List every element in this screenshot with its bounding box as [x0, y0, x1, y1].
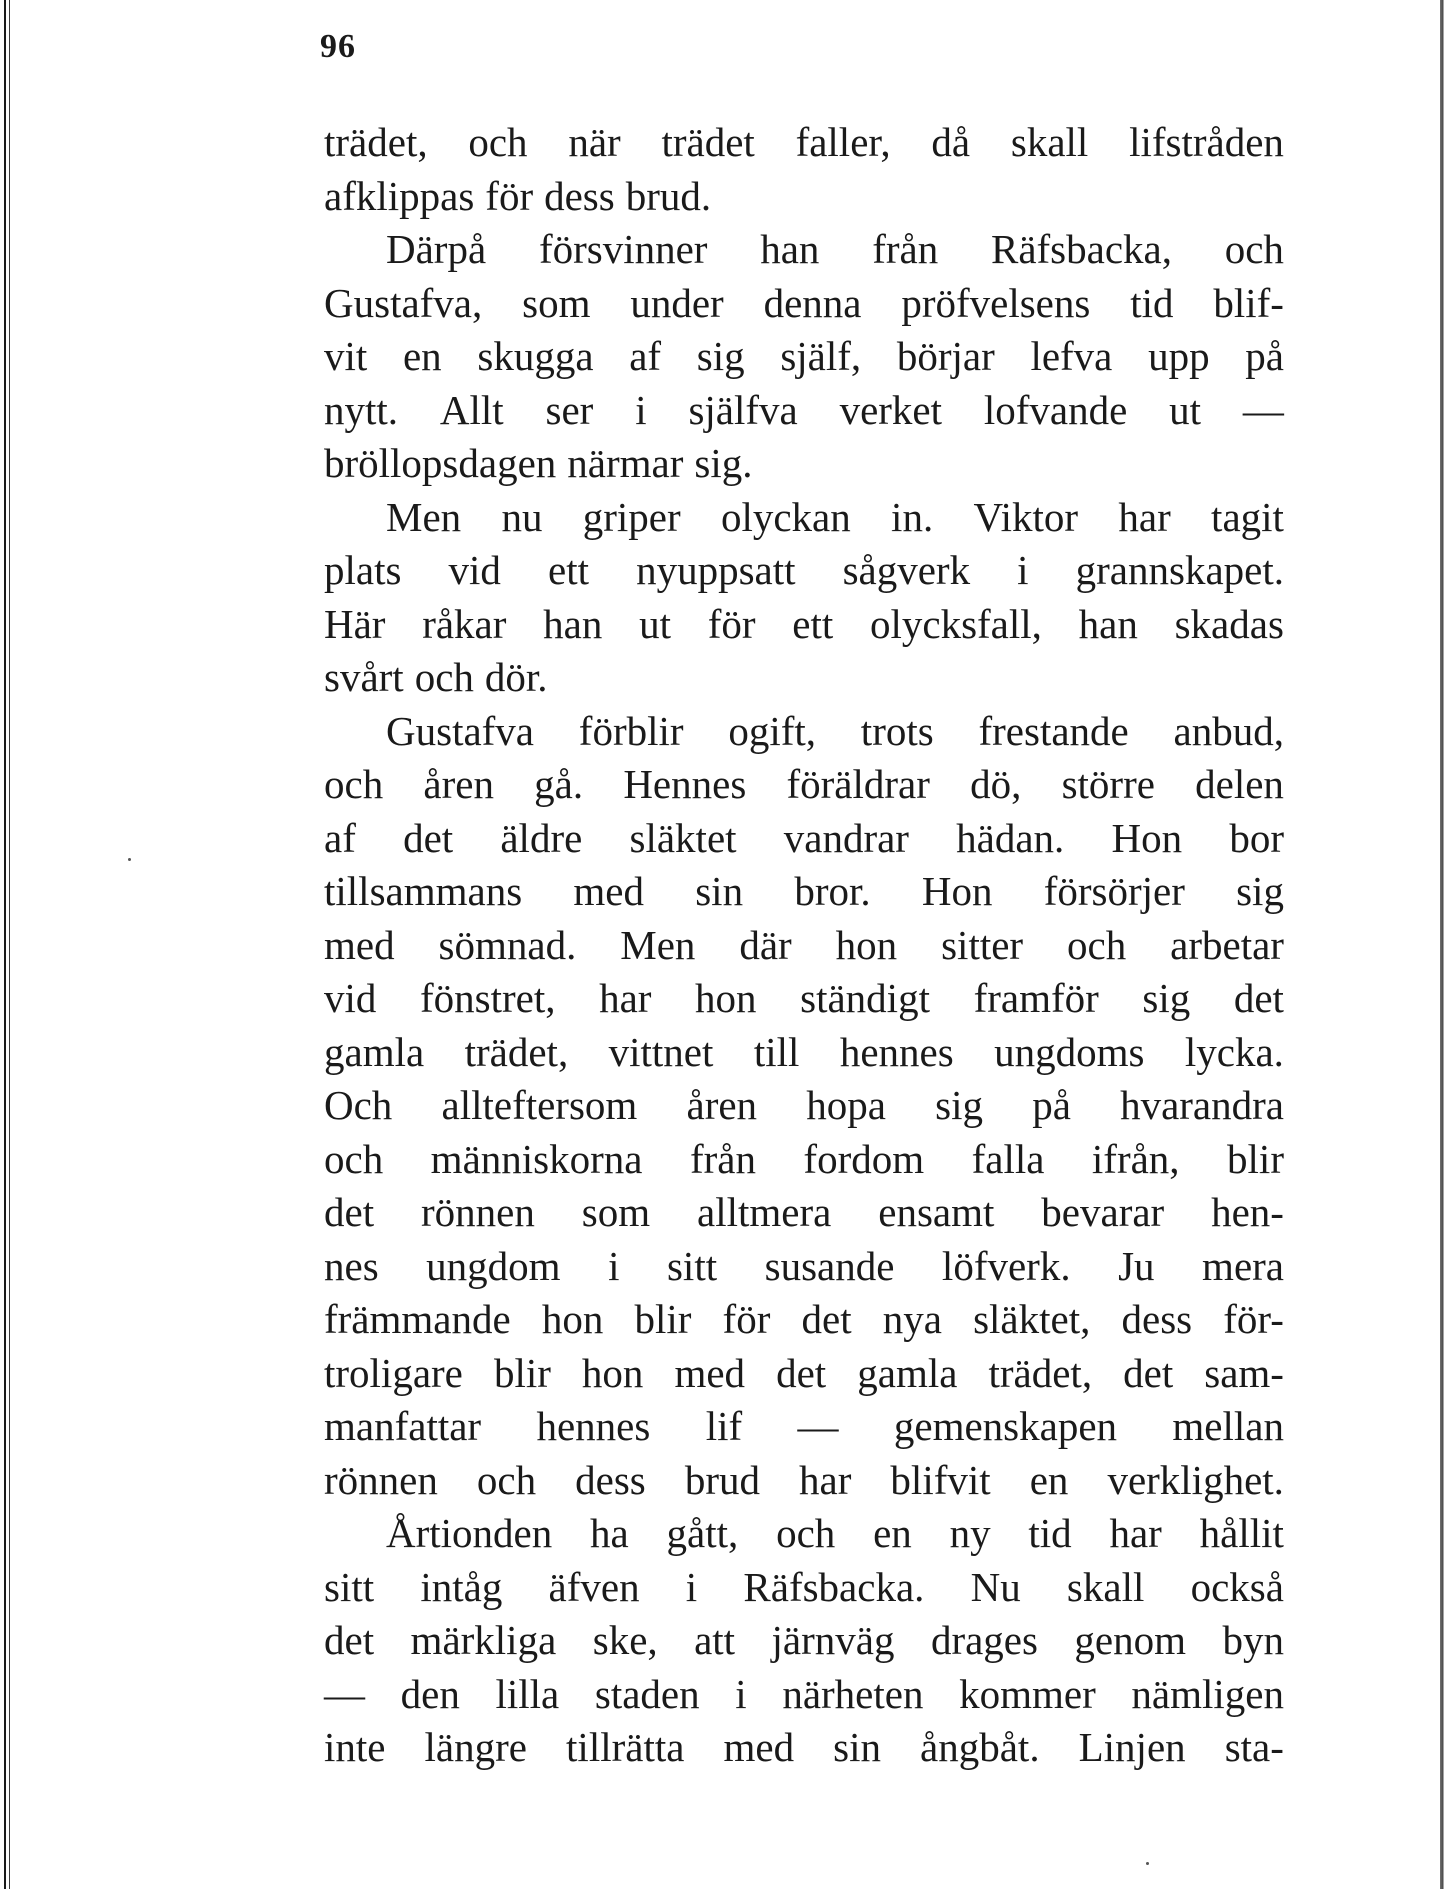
- word: på: [1032, 1082, 1071, 1128]
- word: börjar: [896, 333, 995, 379]
- word: lif: [705, 1403, 743, 1449]
- word: bor: [1229, 814, 1284, 861]
- text-line: [324, 1668, 1284, 1722]
- word: af: [324, 814, 356, 861]
- word: ångbåt.: [920, 1724, 1040, 1770]
- word: svårt: [324, 654, 404, 700]
- text-line: [324, 972, 1284, 1026]
- word: ungdom: [426, 1242, 561, 1289]
- word: ifrån,: [1091, 1135, 1180, 1182]
- word: för-: [1223, 1296, 1284, 1342]
- word: gemenskapen: [893, 1403, 1118, 1449]
- word: människorna: [430, 1135, 643, 1182]
- word: större: [1061, 761, 1155, 807]
- word: tid: [1130, 279, 1174, 326]
- word: ensamt: [878, 1189, 995, 1235]
- text-line: [324, 1133, 1284, 1187]
- word: vit: [324, 333, 368, 379]
- word: Viktor: [973, 493, 1079, 540]
- word: gamla: [857, 1349, 958, 1396]
- word: Räfsbacka.: [743, 1563, 925, 1610]
- word: falla: [971, 1135, 1045, 1182]
- page-number: 96: [320, 28, 356, 65]
- word: tagit: [1211, 493, 1284, 540]
- word: lycka.: [1184, 1028, 1284, 1075]
- word: olycksfall,: [869, 600, 1042, 647]
- text-line: [324, 1240, 1284, 1294]
- word: sig: [696, 333, 745, 379]
- word: rönnen: [324, 1456, 438, 1503]
- word: hen-: [1211, 1189, 1284, 1235]
- word: af: [629, 333, 662, 379]
- word: närheten: [782, 1670, 924, 1717]
- word: i: [685, 1563, 698, 1610]
- scan-right-edge: [1426, 0, 1456, 1889]
- word: det: [324, 1189, 375, 1235]
- word: lefva: [1030, 333, 1113, 379]
- word: också: [1190, 1563, 1284, 1610]
- word: gå.: [534, 761, 584, 807]
- word: drages: [930, 1617, 1038, 1663]
- word: intåg: [420, 1563, 503, 1610]
- word: sitt: [666, 1242, 718, 1289]
- word: skadas: [1174, 600, 1284, 647]
- word: Räfsbacka,: [990, 226, 1172, 272]
- word: sågverk: [842, 547, 971, 593]
- word: Årtionden: [386, 1510, 553, 1556]
- word: sömnad.: [438, 921, 577, 968]
- word: släktet: [629, 814, 737, 861]
- word: Men: [386, 493, 462, 540]
- word: Hon: [1111, 814, 1183, 861]
- word: skall: [1066, 1563, 1145, 1610]
- word: hvarandra: [1120, 1082, 1284, 1128]
- word: delen: [1195, 761, 1284, 807]
- word: nu: [501, 493, 543, 540]
- word: sin: [695, 868, 744, 914]
- word: nämligen: [1131, 1670, 1284, 1717]
- text-line: [324, 277, 1284, 331]
- word: har: [1109, 1510, 1162, 1556]
- word: och: [776, 1510, 836, 1556]
- word: —: [1242, 386, 1284, 433]
- word: Och: [324, 1082, 393, 1128]
- text-line: [324, 170, 1284, 224]
- word: i: [1017, 547, 1029, 593]
- word: Men: [620, 921, 696, 968]
- text-line: [324, 865, 1284, 919]
- word: en: [1029, 1456, 1069, 1503]
- word: bevarar: [1041, 1189, 1165, 1235]
- word: skugga: [477, 333, 594, 379]
- word: främmande: [324, 1296, 511, 1342]
- word: Hennes: [623, 761, 747, 807]
- word: blifvit: [890, 1456, 991, 1503]
- word: mera: [1202, 1242, 1284, 1289]
- word: Nu: [970, 1563, 1021, 1610]
- word: trots: [860, 707, 934, 754]
- word: Linjen: [1078, 1724, 1186, 1770]
- word: vid: [448, 547, 501, 593]
- text-line: [324, 544, 1284, 598]
- word: där: [739, 921, 792, 968]
- text-line: [324, 1079, 1284, 1133]
- text-line: [324, 1561, 1284, 1615]
- word: sig.: [694, 440, 753, 486]
- word: själfva: [688, 386, 798, 433]
- word: plats: [324, 547, 402, 593]
- word: hon: [541, 1296, 604, 1342]
- word: denna: [763, 279, 862, 326]
- word: alltmera: [697, 1189, 832, 1235]
- text-line: [324, 1026, 1284, 1080]
- word: en: [873, 1510, 912, 1556]
- word: —: [324, 1670, 365, 1717]
- word: sig: [1236, 868, 1284, 914]
- word: blir: [1227, 1135, 1284, 1182]
- text-line: [324, 598, 1284, 652]
- word: han: [760, 226, 820, 272]
- word: hon: [835, 921, 898, 968]
- word: under: [630, 279, 724, 326]
- word: nyuppsatt: [636, 547, 796, 593]
- word: Allt: [439, 386, 504, 433]
- word: dör.: [484, 654, 548, 700]
- word: anbud,: [1173, 707, 1284, 754]
- word: från: [689, 1135, 756, 1182]
- word: försörjer: [1043, 868, 1185, 914]
- scan-speck: [128, 858, 131, 861]
- word: —: [797, 1403, 839, 1449]
- word: till: [753, 1028, 800, 1075]
- word: som: [581, 1189, 651, 1235]
- word: griper: [582, 493, 681, 540]
- word: lofvande: [983, 386, 1128, 433]
- word: den: [400, 1670, 460, 1717]
- word: sig: [1142, 975, 1191, 1021]
- word: inte: [324, 1724, 386, 1770]
- word: ut: [1169, 386, 1202, 433]
- word: vid: [324, 975, 377, 1021]
- word: byn: [1222, 1617, 1284, 1663]
- word: upp: [1148, 333, 1210, 379]
- word: som: [522, 279, 591, 326]
- word: märkliga: [410, 1617, 557, 1663]
- word: staden: [594, 1670, 700, 1717]
- word: nes: [324, 1242, 379, 1289]
- word: mellan: [1172, 1403, 1284, 1449]
- word: trädet,: [464, 1028, 569, 1075]
- word: skall: [1010, 119, 1089, 165]
- word: troligare: [324, 1349, 463, 1396]
- word: sig: [935, 1082, 983, 1128]
- word: hädan.: [956, 814, 1065, 861]
- text-line: [324, 1721, 1284, 1775]
- word: det: [1233, 975, 1284, 1021]
- word: närmar: [567, 440, 684, 486]
- word: blir: [634, 1296, 692, 1342]
- word: hon: [695, 975, 757, 1021]
- word: att: [694, 1617, 736, 1663]
- word: blir: [493, 1349, 551, 1396]
- scan-left-edge: [0, 0, 14, 1889]
- text-line: [324, 116, 1284, 170]
- word: sin: [833, 1724, 881, 1770]
- word: trädet: [661, 119, 755, 165]
- word: nytt.: [324, 386, 399, 433]
- word: ny: [949, 1510, 991, 1556]
- text-line: [324, 437, 1284, 491]
- word: in.: [891, 493, 934, 540]
- word: verket: [839, 386, 943, 433]
- word: råkar: [422, 600, 507, 647]
- word: det: [776, 1349, 827, 1396]
- word: åren: [686, 1082, 758, 1128]
- word: bröllopsdagen: [324, 440, 557, 486]
- word: för: [722, 1296, 771, 1342]
- word: genom: [1074, 1617, 1186, 1663]
- word: tid: [1028, 1510, 1072, 1556]
- word: susande: [764, 1242, 895, 1289]
- word: i: [735, 1670, 747, 1717]
- word: med: [674, 1349, 746, 1396]
- word: sitter: [941, 921, 1024, 968]
- word: kommer: [959, 1670, 1096, 1717]
- word: för: [485, 172, 534, 219]
- word: allteftersom: [441, 1082, 638, 1128]
- word: nya: [882, 1296, 942, 1342]
- text-line: [324, 1186, 1284, 1240]
- word: gamla: [324, 1028, 425, 1075]
- text-line: [324, 1614, 1284, 1668]
- word: tillsammans: [324, 868, 523, 914]
- word: ser: [545, 386, 594, 433]
- word: dess: [575, 1456, 646, 1503]
- word: vandrar: [783, 814, 909, 861]
- body-text: [324, 116, 1284, 1775]
- word: Därpå: [386, 226, 487, 272]
- word: järnväg: [771, 1617, 895, 1663]
- word: grannskapet.: [1075, 547, 1284, 593]
- word: fönstret,: [420, 975, 556, 1021]
- word: lilla: [495, 1670, 560, 1717]
- word: sta-: [1224, 1724, 1284, 1770]
- text-line: [324, 491, 1284, 545]
- word: blif-: [1213, 279, 1284, 326]
- word: med: [573, 868, 644, 914]
- word: vittnet: [608, 1028, 714, 1075]
- word: ske,: [592, 1617, 658, 1663]
- word: Här: [324, 600, 386, 647]
- word: och: [1224, 226, 1284, 272]
- word: äldre: [500, 814, 583, 861]
- word: rönnen: [421, 1189, 535, 1235]
- word: dess: [1121, 1296, 1193, 1342]
- word: trädet,: [324, 119, 428, 165]
- word: på: [1245, 333, 1284, 379]
- word: löfverk.: [941, 1242, 1071, 1289]
- word: har: [599, 975, 652, 1021]
- word: med: [324, 921, 395, 968]
- word: förblir: [578, 707, 684, 754]
- word: försvinner: [538, 226, 708, 272]
- text-line: [324, 1400, 1284, 1454]
- word: bror.: [794, 868, 871, 914]
- text-line: [324, 330, 1284, 384]
- word: dess: [544, 172, 615, 219]
- scan-speck: [1146, 1862, 1149, 1865]
- word: Gustafva,: [324, 279, 483, 326]
- word: åren: [423, 761, 494, 807]
- word: ständigt: [800, 975, 930, 1021]
- word: föräldrar: [786, 761, 930, 807]
- word: hon: [581, 1349, 644, 1396]
- word: det: [1123, 1349, 1174, 1396]
- word: frestande: [978, 707, 1129, 754]
- word: ett: [548, 547, 589, 593]
- word: fordom: [803, 1135, 925, 1182]
- word: pröfvelsens: [901, 279, 1091, 326]
- word: trädet,: [988, 1349, 1093, 1396]
- word: i: [608, 1242, 620, 1289]
- text-line: [324, 1507, 1284, 1561]
- word: släktet,: [973, 1296, 1091, 1342]
- word: och: [324, 761, 384, 807]
- word: Ju: [1118, 1242, 1155, 1289]
- word: han: [1078, 600, 1138, 647]
- word: ungdoms: [994, 1028, 1145, 1075]
- word: ett: [792, 600, 834, 647]
- word: hopa: [806, 1082, 886, 1128]
- text-line: [324, 223, 1284, 277]
- word: själf,: [780, 333, 862, 379]
- word: gått,: [666, 1510, 739, 1556]
- word: verklighet.: [1107, 1456, 1284, 1503]
- word: äfven: [548, 1563, 640, 1610]
- word: sitt: [324, 1563, 375, 1610]
- word: har: [799, 1456, 852, 1503]
- word: Hon: [921, 868, 993, 914]
- word: ha: [590, 1510, 629, 1556]
- word: för: [707, 600, 756, 647]
- word: hennes: [839, 1028, 954, 1075]
- text-line: [324, 384, 1284, 438]
- word: när: [568, 119, 621, 165]
- word: i: [635, 386, 647, 433]
- word: afklippas: [324, 172, 475, 219]
- word: brud: [684, 1456, 760, 1503]
- text-line: [324, 1293, 1284, 1347]
- word: från: [872, 226, 939, 272]
- word: framför: [973, 975, 1099, 1021]
- word: och: [476, 1456, 537, 1503]
- word: och: [1067, 921, 1127, 968]
- word: arbetar: [1170, 921, 1284, 968]
- word: dö,: [970, 761, 1022, 807]
- word: Gustafva: [386, 707, 535, 754]
- word: det: [801, 1296, 852, 1342]
- word: ut: [639, 600, 671, 647]
- word: med: [723, 1724, 795, 1770]
- word: lifstråden: [1129, 119, 1284, 165]
- word: faller,: [795, 119, 891, 165]
- text-line: [324, 758, 1284, 812]
- word: det: [403, 814, 454, 861]
- word: olyckan: [720, 493, 851, 540]
- word: manfattar: [324, 1403, 482, 1449]
- word: tillrätta: [566, 1724, 685, 1770]
- word: och: [414, 654, 474, 700]
- word: en: [402, 333, 442, 379]
- word: och: [468, 119, 528, 165]
- text-line: [324, 812, 1284, 866]
- text-line: [324, 651, 1284, 705]
- word: och: [324, 1135, 384, 1182]
- word: då: [931, 119, 971, 165]
- word: brud.: [625, 172, 712, 219]
- text-line: [324, 1454, 1284, 1508]
- word: hållit: [1199, 1510, 1284, 1556]
- word: det: [324, 1617, 375, 1663]
- word: längre: [424, 1724, 527, 1770]
- word: ogift,: [728, 707, 817, 754]
- word: sam-: [1204, 1349, 1284, 1396]
- word: hennes: [536, 1403, 651, 1449]
- word: har: [1118, 493, 1171, 540]
- text-line: [324, 1347, 1284, 1401]
- word: han: [543, 600, 603, 647]
- text-line: [324, 705, 1284, 759]
- text-line: [324, 919, 1284, 973]
